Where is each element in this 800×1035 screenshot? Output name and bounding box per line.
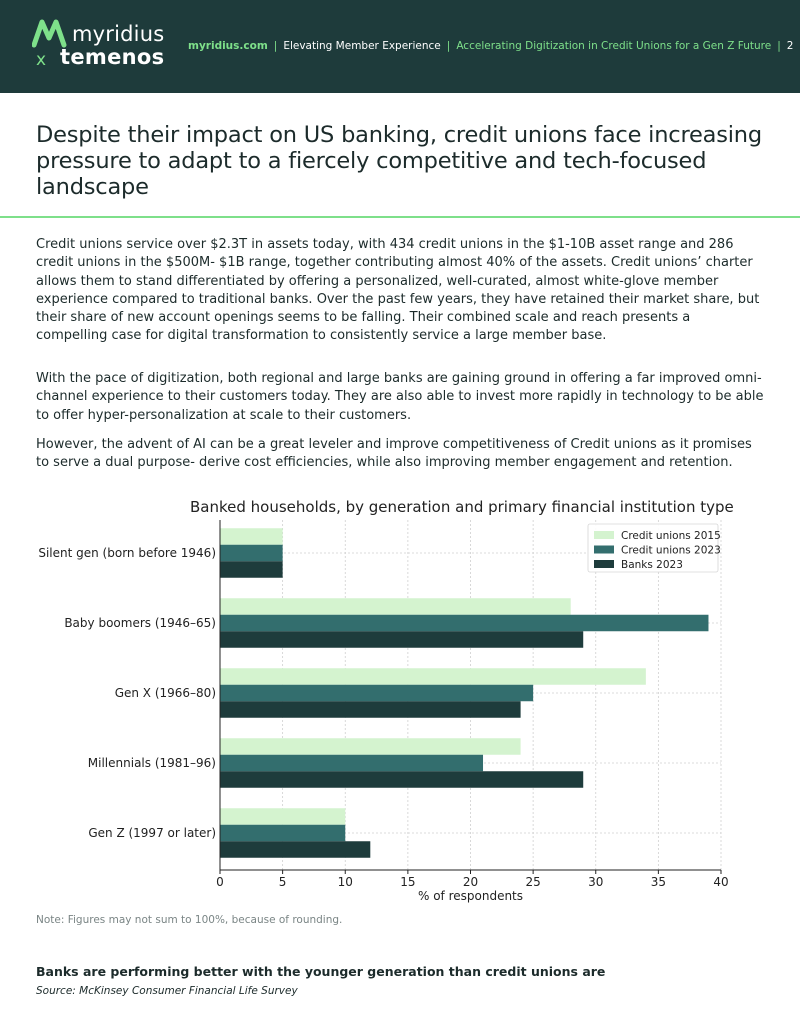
category-label: Millennials (1981–96): [87, 756, 216, 770]
bar: [220, 561, 283, 578]
bar-chart: [0, 520, 800, 910]
chart-title: Banked households, by generation and primary financial institution type: [190, 498, 734, 516]
bar: [220, 738, 521, 755]
category-label: Gen Z (1997 or later): [88, 826, 216, 840]
x-tick-label: 0: [216, 875, 224, 889]
body-paragraph: Credit unions service over $2.3T in assets today, with 434 credit unions in the $1-10B asset range and 286 credit unions in the $500M- $1B range, together contributing almost 40% of the assets. Credit unions’ charter allows them to stand differentiated by offering a personalized, well-curated, almost white-glove member experience compared to traditional banks. Over the past few years, they have retained their market share, but their share of new account openings seems to be falling. Their combined scale and reach presents a compelling case for digital transformation to consistently service a large member base.: [36, 237, 760, 344]
brand-x-mark: x: [36, 50, 47, 70]
bar: [220, 615, 708, 632]
body-paragraph: With the pace of digitization, both regional and large banks are gaining ground in offering a far improved omni-channel experience to their customers today. They are also able to invest more rapidly in technology to be able to offer hyper-personalization at scale to their customers.: [36, 371, 764, 423]
source-citation: Source: McKinsey Consumer Financial Life Survey: [36, 985, 298, 997]
x-tick-label: 20: [462, 875, 479, 889]
legend-swatch: [594, 560, 614, 568]
title-divider: [0, 216, 800, 218]
x-tick-label: 35: [650, 875, 667, 889]
document-title: Accelerating Digitization in Credit Unions for a Gen Z Future: [456, 40, 772, 52]
x-tick-label: 40: [713, 875, 729, 889]
bar: [220, 771, 583, 788]
legend-label: Banks 2023: [621, 559, 683, 571]
divider: |: [273, 40, 278, 52]
key-takeaway: Banks are performing better with the younger generation than credit unions are: [36, 964, 606, 979]
bar: [220, 701, 521, 718]
site-link[interactable]: myridius.com: [188, 40, 268, 52]
myridius-logo-icon: [32, 18, 68, 48]
page-title: Despite their impact on US banking, credit unions face increasing pressure to adapt to a fiercely competitive and tech-focused landscape: [36, 122, 762, 200]
bar: [220, 545, 283, 562]
page-number: 2: [786, 40, 794, 52]
x-tick-label: 15: [400, 875, 416, 889]
bar: [220, 598, 571, 615]
partner-name: temenos: [60, 45, 165, 69]
brand-name: myridius: [72, 22, 165, 46]
x-tick-label: 5: [278, 875, 287, 889]
legend-swatch: [594, 531, 614, 539]
x-tick-label: 10: [337, 875, 353, 889]
bar: [220, 685, 533, 702]
legend-swatch: [594, 546, 614, 554]
body-paragraph: However, the advent of AI can be a great leveler and improve competitiveness of Credit unions as it promises to serve a dual purpose- derive cost efficiencies, while also improving member engagement and retention.: [36, 437, 752, 471]
bar: [220, 755, 483, 772]
divider: |: [446, 40, 451, 52]
bar: [220, 825, 345, 842]
bar: [220, 528, 283, 545]
header-nav: [188, 40, 793, 52]
category-label: Gen X (1966–80): [114, 686, 216, 700]
divider: |: [777, 40, 781, 52]
bar: [220, 668, 646, 685]
legend-label: Credit unions 2023: [621, 544, 721, 557]
chart-note: Note: Figures may not sum to 100%, because of rounding.: [36, 914, 343, 926]
bar: [220, 841, 370, 858]
x-tick-label: 30: [588, 875, 604, 889]
bar: [220, 808, 345, 825]
page-header: [0, 0, 800, 93]
category-label: Baby boomers (1946–65): [64, 616, 216, 630]
bar: [220, 631, 583, 648]
legend-label: Credit unions 2015: [621, 530, 721, 542]
category-label: Silent gen (born before 1946): [38, 546, 216, 560]
header-tagline: Elevating Member Experience: [283, 40, 441, 52]
x-axis-label: % of respondents: [417, 889, 524, 903]
x-tick-label: 25: [525, 875, 541, 889]
